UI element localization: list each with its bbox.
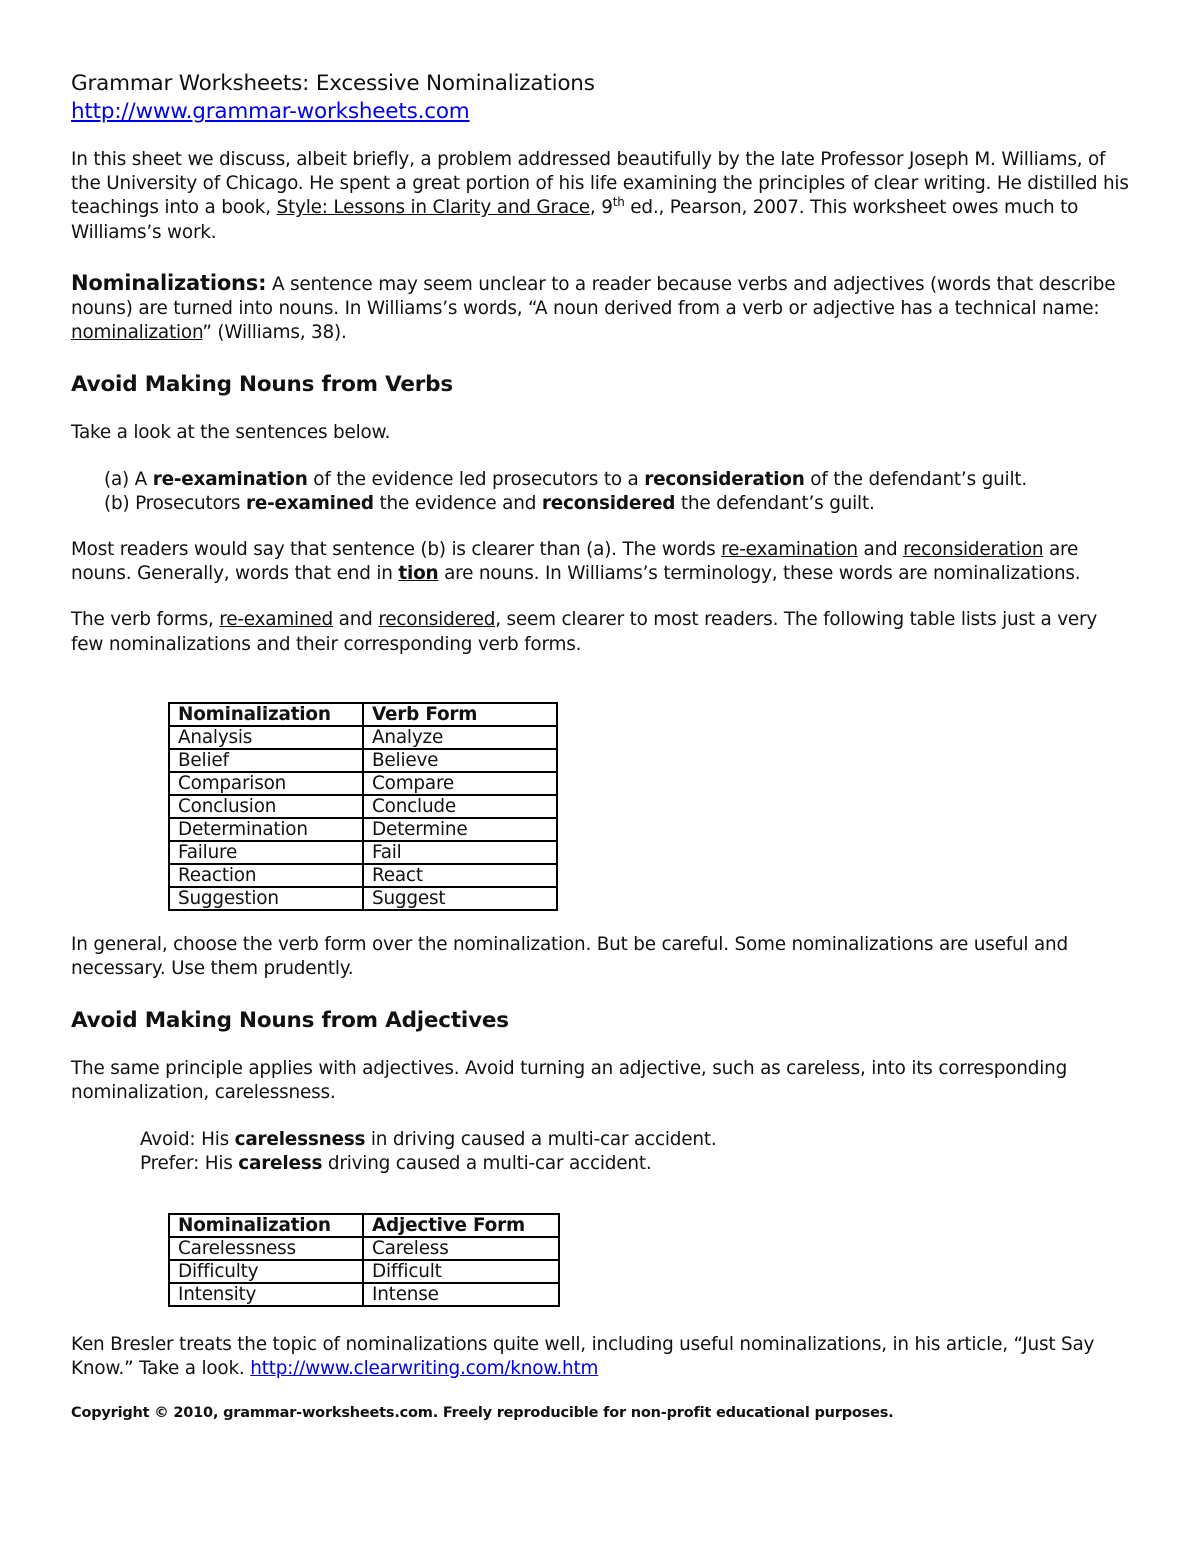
para2-c: , seem clearer to most readers. The following table lists just a very few nominalizations and their corresponding verb forms. [71, 609, 1098, 655]
table-cell: Compare [363, 772, 557, 795]
para1-d: are nouns. In Williams’s terminology, these words are nominalizations. [438, 563, 1081, 585]
avoid-end: in driving caused a multi-car accident. [365, 1128, 717, 1150]
table-header: Nominalization [169, 703, 363, 726]
para1-u2: reconsideration [903, 539, 1044, 561]
intro-paragraph [71, 148, 1133, 245]
adjective-intro: The same principle applies with adjectives. Avoid turning an adjective, such as careless, into its corresponding nominalization, carelessness. [71, 1058, 1068, 1104]
section-heading-adjectives: Avoid Making Nouns from Adjectives [71, 1008, 509, 1034]
table-row [169, 864, 557, 887]
table-cell: Reaction [169, 864, 363, 887]
para1-a: Most readers would say that sentence (b) is clearer than (a). The words [71, 539, 722, 561]
ex-a-pre: (a) A [104, 468, 153, 490]
table-header-row [169, 703, 557, 726]
para2-a: The verb forms, [71, 609, 220, 631]
table-header: Verb Form [363, 703, 557, 726]
table-row [169, 749, 557, 772]
prefer-bold: careless [238, 1152, 323, 1174]
nominalizations-text: A sentence may seem unclear to a reader because verbs and adjectives (words that describe nouns) are turned into nouns. In Williams’s words, “A noun derived from a verb or adjective has a technical name: [71, 273, 1116, 320]
table-cell: Determine [363, 818, 557, 841]
table-cell: Comparison [169, 772, 363, 795]
table-row [169, 1237, 559, 1260]
para2-b: and [333, 609, 379, 631]
table-cell: Intensity [169, 1283, 363, 1306]
section-heading-verbs: Avoid Making Nouns from Verbs [71, 372, 453, 398]
para1-b: and [857, 539, 904, 561]
para1-u1: re-examination [721, 539, 858, 561]
para2-u2: reconsidered [378, 609, 496, 631]
table-cell: Difficult [363, 1260, 559, 1283]
prefer-pre: Prefer: His [140, 1152, 239, 1174]
ex-b-end: the defendant’s guilt. [675, 492, 875, 514]
after-table-paragraph: In general, choose the verb form over the nominalization. But be careful. Some nominalizations are useful and necessary. Use them prudently. [71, 933, 1068, 980]
worksheet-page [71, 70, 1133, 1426]
example-a [71, 468, 1133, 492]
table-header: Nominalization [169, 1214, 363, 1237]
verb-table [168, 702, 558, 911]
table-cell: Failure [169, 841, 363, 864]
table-header-row [169, 1214, 559, 1237]
prefer-end: driving caused a multi-car accident. [322, 1152, 652, 1174]
table-cell: Suggestion [169, 887, 363, 910]
clearwriting-link[interactable]: http://www.clearwriting.com/know.htm [250, 1358, 599, 1380]
table-cell: Suggest [363, 887, 557, 910]
table-cell: Fail [363, 841, 557, 864]
site-link[interactable]: http://www.grammar-worksheets.com [71, 99, 470, 124]
table-cell: Belief [169, 749, 363, 772]
example-b [71, 492, 1133, 516]
ex-a-bold2: reconsideration [644, 468, 805, 490]
table-row [169, 772, 557, 795]
table-row [169, 1260, 559, 1283]
nominalizations-paragraph [71, 271, 1133, 346]
table-row [169, 726, 557, 749]
para1-u3: tion [398, 563, 439, 585]
adjective-table [168, 1213, 560, 1307]
nominalization-term: nominalization [71, 322, 203, 344]
avoid-example [71, 1128, 1133, 1152]
table-cell: React [363, 864, 557, 887]
table-cell: Believe [363, 749, 557, 772]
table-row [169, 1283, 559, 1306]
take-look-text: Take a look at the sentences below. [71, 422, 391, 444]
table-cell: Careless [363, 1237, 559, 1260]
para1-c: are nouns. Generally, words that end in [71, 539, 1079, 585]
ex-b-pre: (b) Prosecutors [104, 492, 246, 514]
table-row [169, 887, 557, 910]
avoid-pre: Avoid: His [140, 1128, 235, 1150]
ex-b-bold2: reconsidered [541, 492, 676, 514]
intro-edition: , 9 [589, 197, 613, 219]
ex-a-bold1: re-examination [152, 468, 308, 490]
para2-u1: re-examined [219, 609, 334, 631]
copyright-footer: Copyright © 2010, grammar-worksheets.com. Freely reproducible for non-profit educational purposes. [71, 1405, 894, 1422]
table-cell: Intense [363, 1283, 559, 1306]
explanation-paragraph [71, 538, 1133, 586]
ex-a-mid: of the evidence led prosecutors to a [307, 468, 645, 490]
table-cell: Carelessness [169, 1237, 363, 1260]
table-cell: Determination [169, 818, 363, 841]
ex-b-mid: the evidence and [373, 492, 542, 514]
table-row [169, 818, 557, 841]
table-header: Adjective Form [363, 1214, 559, 1237]
nominalizations-lead: Nominalizations: [71, 270, 267, 295]
edition-sup: th [612, 195, 625, 210]
closing-paragraph [71, 1333, 1133, 1381]
table-row [169, 841, 557, 864]
table-row [169, 795, 557, 818]
intro-text: In this sheet we discuss, albeit briefly, a problem addressed beautifully by the late Professor Joseph M. Williams, of the University of Chicago. He spent a great portion of his life examining the principles of clear writing. He distilled his teachings into a book, [71, 149, 1129, 219]
book-title: Style: Lessons in Clarity and Grace [276, 197, 590, 219]
table-cell: Analysis [169, 726, 363, 749]
page-title: Grammar Worksheets: Excessive Nominalizations [71, 71, 595, 96]
table-cell: Analyze [363, 726, 557, 749]
ex-b-bold1: re-examined [245, 492, 374, 514]
table-cell: Conclude [363, 795, 557, 818]
prefer-example [71, 1152, 1133, 1176]
nominalizations-citation: ” (Williams, 38). [202, 322, 347, 344]
avoid-bold: carelessness [234, 1128, 366, 1150]
intro-end: ed., Pearson, 2007. This worksheet owes much to Williams’s work. [71, 197, 1079, 243]
ex-a-end: of the defendant’s guilt. [804, 468, 1028, 490]
verb-forms-paragraph [71, 608, 1133, 656]
table-cell: Conclusion [169, 795, 363, 818]
site-url [71, 98, 1133, 126]
closing-text: Ken Bresler treats the topic of nominalizations quite well, including useful nominalizations, in his article, “Just Say Know.” Take a look. [71, 1334, 1095, 1380]
table-cell: Difficulty [169, 1260, 363, 1283]
